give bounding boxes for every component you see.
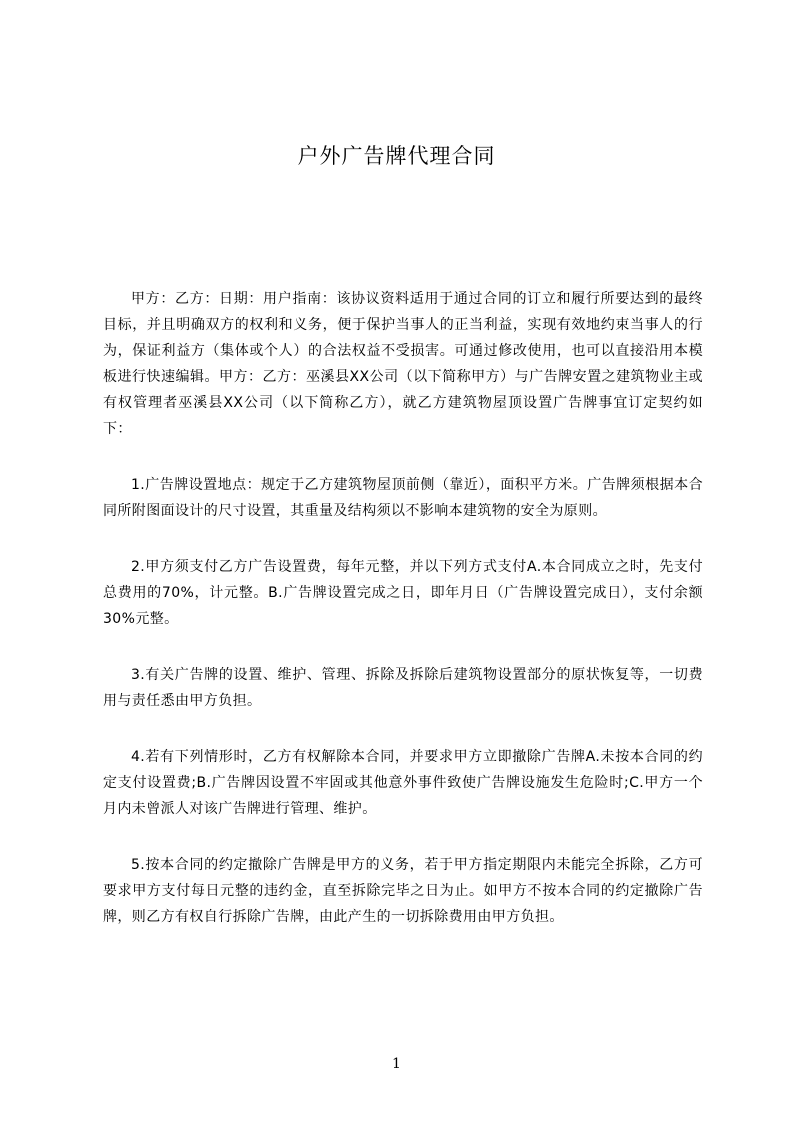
document-body [103,286,703,960]
paragraph-clause-3: 3.有关广告牌的设置、维护、管理、拆除及拆除后建筑物设置部分的原状恢复等，一切费用与责任悉由甲方负担。 [103,667,703,709]
paragraph-clause-2: 2.甲方须支付乙方广告设置费，每年元整，并以下列方式支付A.本合同成立之时，先支付总费用的70%，计元整。B.广告牌设置完成之日，即年月日（广告牌设置完成日），支付余额30%元整。 [103,559,703,627]
document-title: 户外广告牌代理合同 [297,144,496,168]
paragraph-intro: 甲方：乙方：日期：用户指南：该协议资料适用于通过合同的订立和履行所要达到的最终目标，并且明确双方的权利和义务，便于保护当事人的正当利益，实现有效地约束当事人的行为，保证利益方（集体或个人）的合法权益不受损害。可通过修改使用，也可以直接沿用本模板进行快速编辑。甲方：乙方：巫溪县XX公司（以下简称甲方）与广告牌安置之建筑物业主或有权管理者巫溪县XX公司（以下简称乙方），就乙方建筑物屋顶设置广告牌事宜订定契约如下： [103,291,703,437]
paragraph-clause-5: 5.按本合同的约定撤除广告牌是甲方的义务，若于甲方指定期限内未能完全拆除，乙方可要求甲方支付每日元整的违约金，直至拆除完毕之日为止。如甲方不按本合同的约定撤除广告牌，则乙方有权自行拆除广告牌，由此产生的一切拆除费用由甲方负担。 [103,857,703,925]
paragraph-clause-4: 4.若有下列情形时，乙方有权解除本合同，并要求甲方立即撤除广告牌A.未按本合同的约定支付设置费;B.广告牌因设置不牢固或其他意外事件致使广告牌设施发生危险时;C.甲方一个月内未曾派人对该广告牌进行管理、维护。 [103,749,703,817]
paragraph-clause-1: 1.广告牌设置地点：规定于乙方建筑物屋顶前侧（靠近），面积平方米。广告牌须根据本合同所附图面设计的尺寸设置，其重量及结构须以不影响本建筑物的安全为原则。 [103,477,703,519]
page-number: 1 [392,1056,401,1072]
